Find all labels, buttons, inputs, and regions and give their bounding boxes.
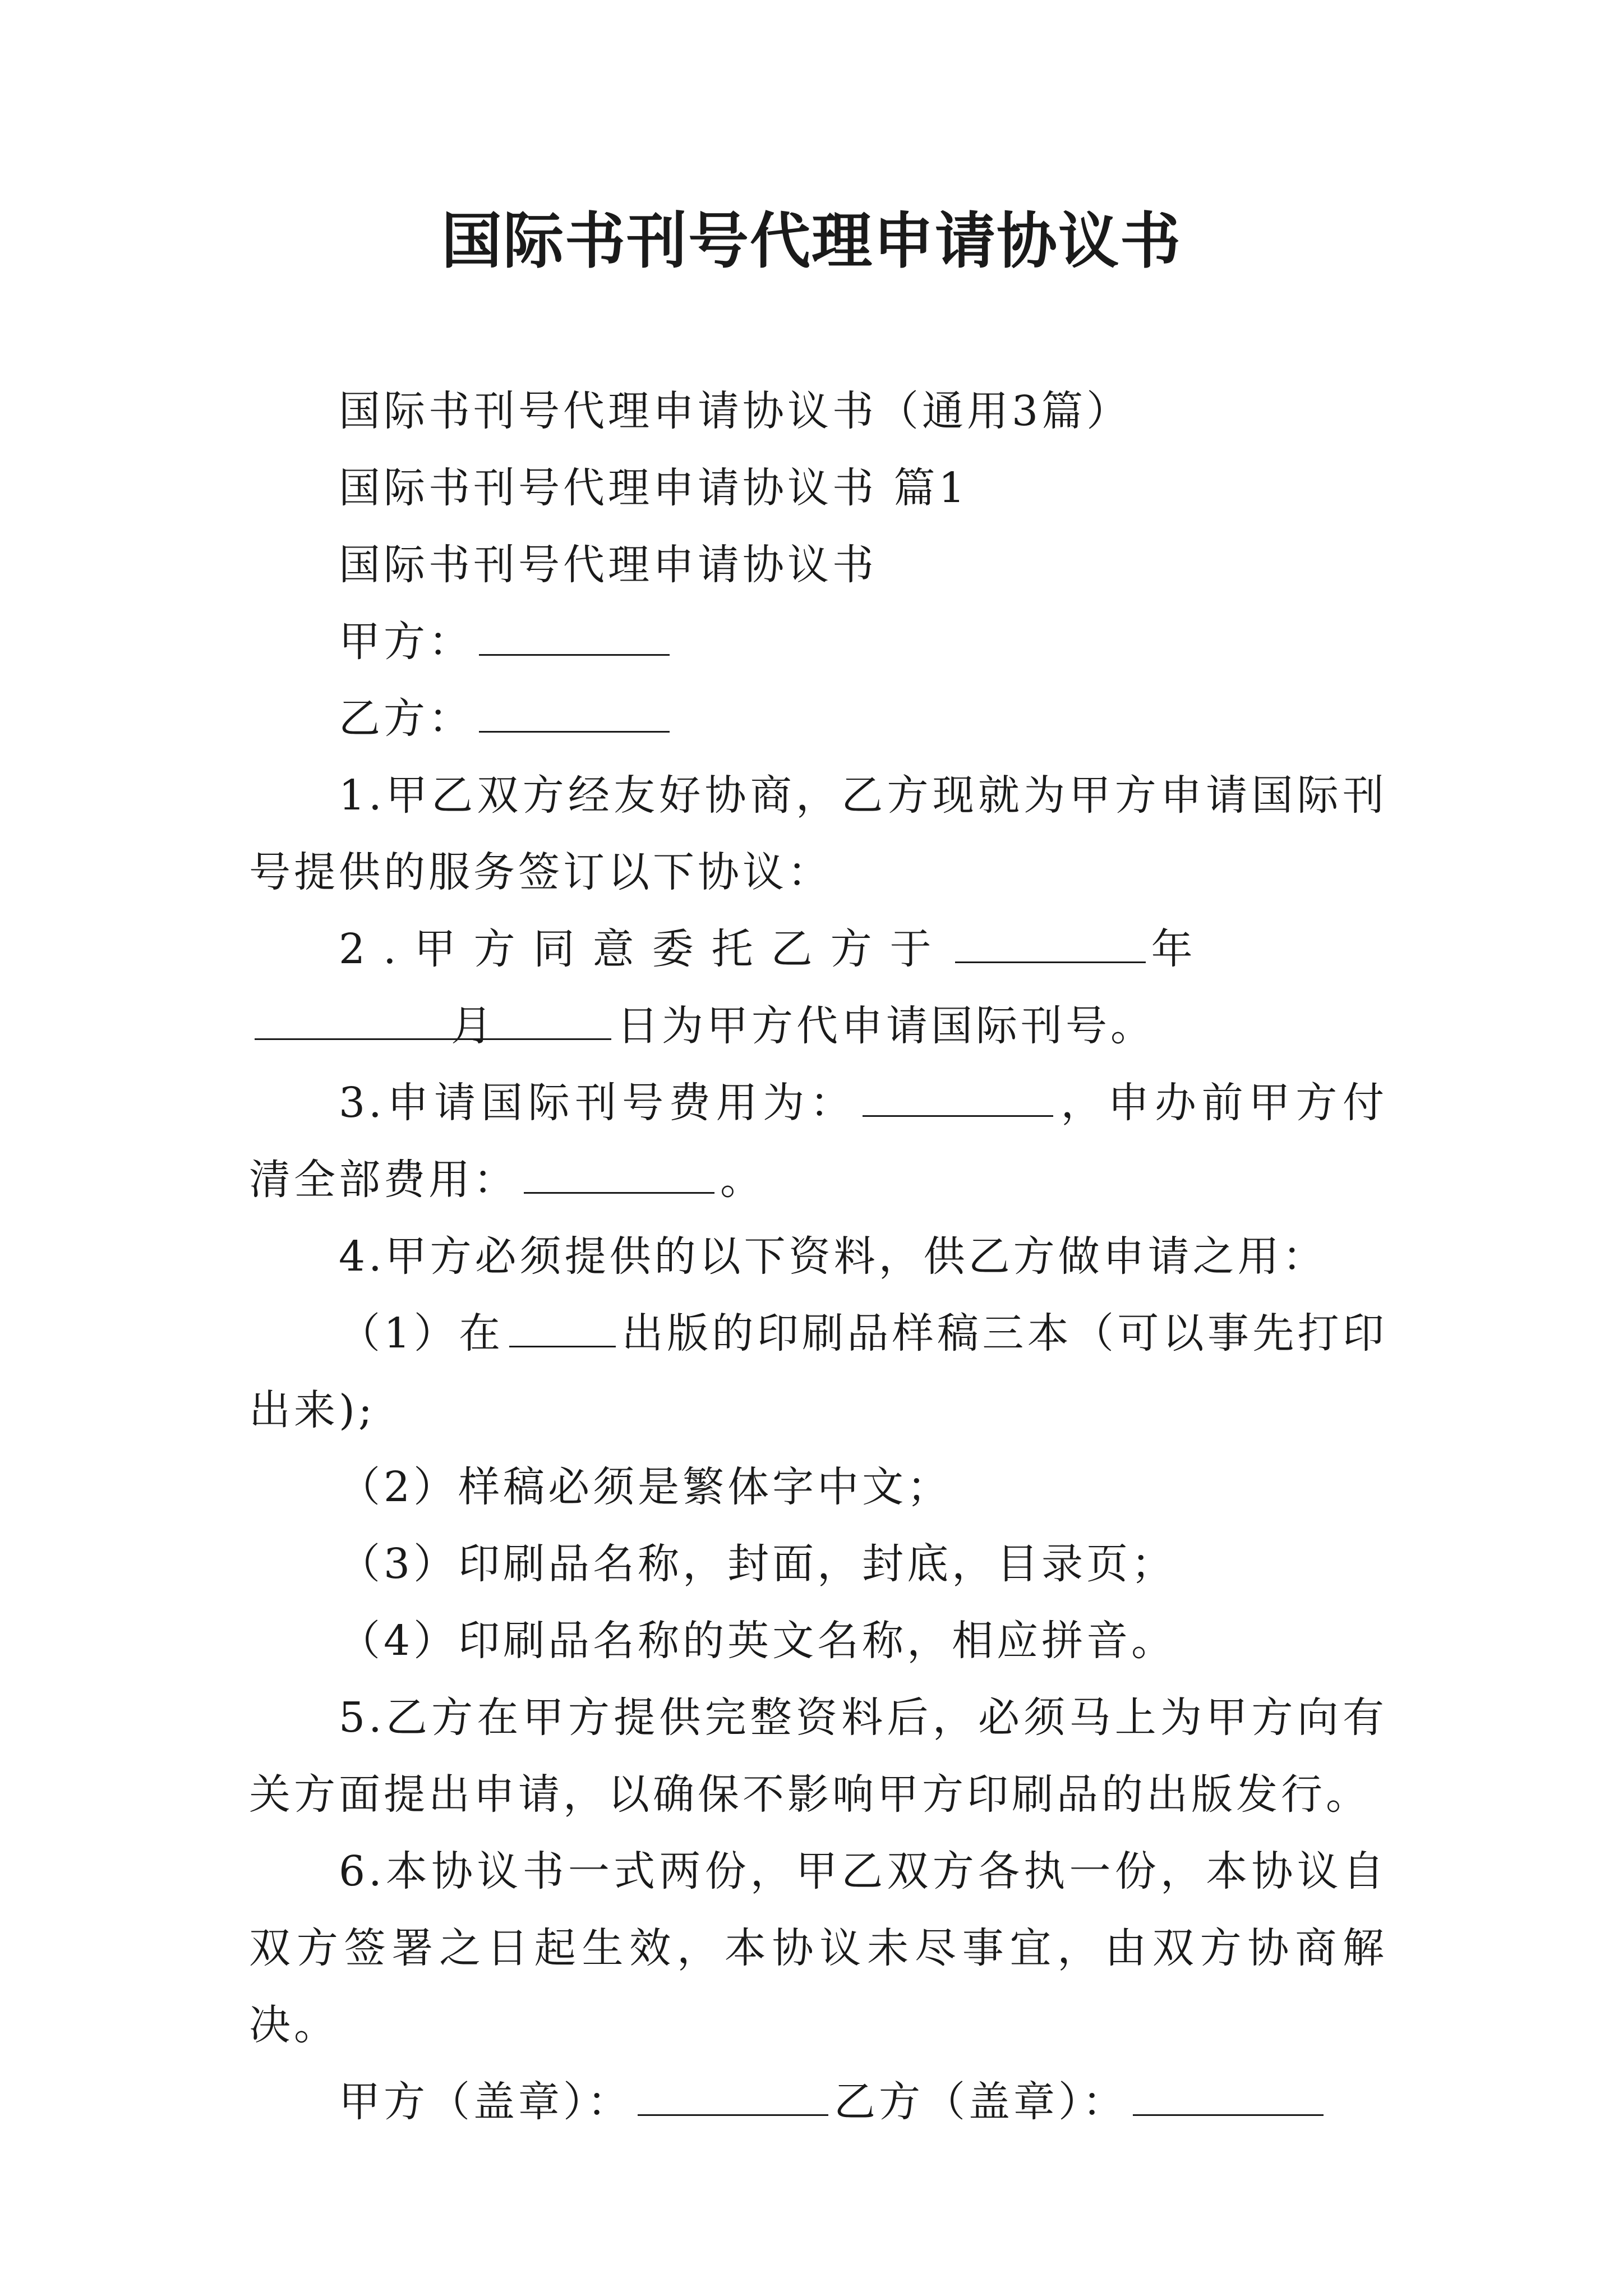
clause-4: 4.甲方必须提供的以下资料，供乙方做申请之用：: [339, 1232, 1327, 1281]
party-a-blank: [479, 616, 670, 656]
party-a-label: 甲方：: [339, 618, 473, 666]
clause-2-month: 月: [451, 1002, 510, 1050]
party-b-blank: [479, 693, 670, 733]
clause-3-text-a: 3.申请国际刊号费用为：: [339, 1079, 857, 1127]
day-blank: [421, 1001, 611, 1040]
document-body: [249, 373, 1387, 2141]
clause-2-year: 年: [1151, 925, 1211, 973]
full-fee-blank: [524, 1154, 714, 1194]
agreement-heading: 国际书刊号代理申请协议书: [339, 541, 877, 589]
clause-2-text-d: 日为甲方代申请国际刊号。: [617, 1002, 1155, 1050]
signature-line: [249, 2064, 1387, 2141]
party-b-label: 乙方：: [339, 694, 473, 743]
clause-4-item-1: [249, 1295, 1387, 1449]
party-b-line: [249, 680, 1387, 757]
subtitle-collection: 国际书刊号代理申请协议书（通用3篇）: [339, 387, 1132, 435]
clause-1: 1.甲乙双方经友好协商，乙方现就为甲方申请国际刊号提供的服务签订以下协议：: [249, 771, 1387, 896]
clause-2-text-a: 2.甲方同意委托乙方于: [339, 925, 949, 973]
sign-b-blank: [1133, 2077, 1324, 2116]
sign-a-blank: [638, 2077, 828, 2116]
party-a-line: [249, 604, 1387, 680]
clause-3: [249, 1065, 1387, 1218]
clause-2: [249, 911, 1387, 1065]
clause-4-item-3: （3）印刷品名称，封面，封底，目录页；: [339, 1540, 1177, 1588]
clause-3-text-c: 。: [720, 1156, 765, 1204]
subtitle-part-1: 国际书刊号代理申请协议书 篇1: [339, 464, 969, 512]
clause-3-text-b: ，申办前甲方付清全部费用：: [249, 1079, 1388, 1204]
clause-4-item-1-b: 出版的印刷品样稿三本（可以事先打印出来);: [249, 1309, 1387, 1434]
document-title: 国际书刊号代理申请协议书: [441, 206, 1182, 277]
clause-4-item-4: （4）印刷品名称的英文名称，相应拼音。: [339, 1617, 1177, 1665]
clause-4-item-1-a: （1）在: [339, 1309, 504, 1358]
location-blank: [509, 1308, 616, 1347]
fee-blank: [863, 1078, 1053, 1117]
clause-4-item-2: （2）样稿必须是繁体字中文；: [339, 1463, 952, 1511]
clause-6: 6.本协议书一式两份，甲乙双方各执一份，本协议自双方签署之日起生效，本协议未尽事宜，由双方协商解决。: [249, 1847, 1387, 2049]
year-blank: [955, 924, 1146, 963]
sign-b-label: 乙方（盖章）：: [834, 2078, 1127, 2126]
month-blank: [255, 1001, 445, 1040]
sign-a-label: 甲方（盖章）：: [339, 2078, 632, 2126]
clause-5: 5.乙方在甲方提供完整资料后，必须马上为甲方向有关方面提出申请，以确保不影响甲方印刷品的出版发行。: [249, 1694, 1387, 1819]
